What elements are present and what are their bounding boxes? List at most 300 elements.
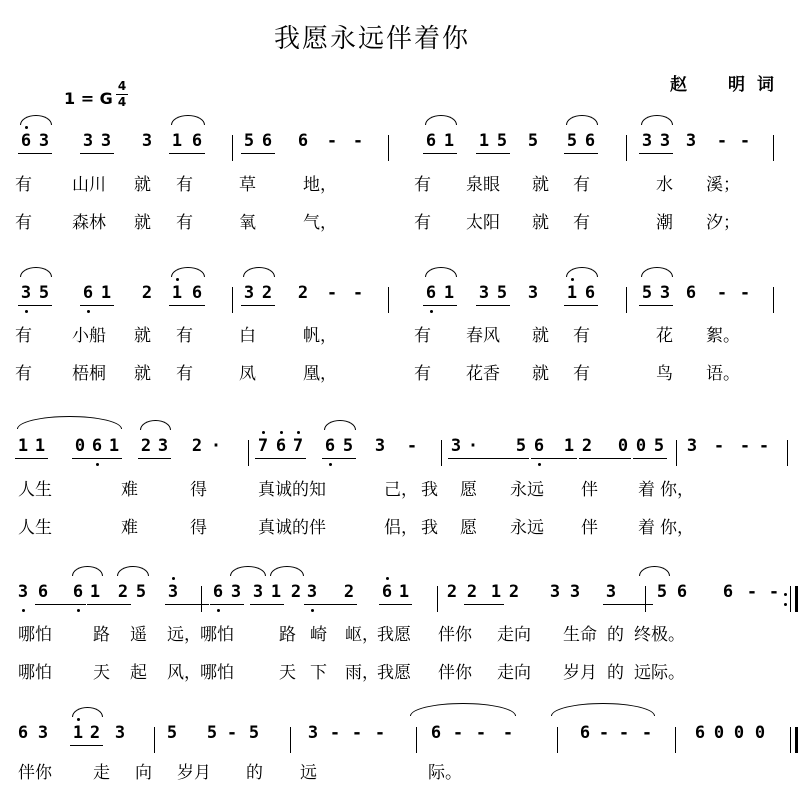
lyric-word: 远际。: [634, 663, 685, 683]
lyric-word: 梧桐: [72, 364, 106, 384]
lyric-word: 的: [246, 763, 263, 783]
slur-arc: [72, 707, 103, 717]
note: -: [406, 436, 418, 456]
note: -: [374, 723, 386, 743]
lyric-word: 的: [607, 663, 624, 683]
lyric-word: 远: [300, 763, 317, 783]
underline-beam: [304, 604, 357, 605]
note: 6: [579, 723, 591, 743]
barline: [790, 727, 791, 753]
note: 2: [141, 283, 153, 303]
slur-arc: [410, 703, 516, 716]
underline-beam: [241, 305, 275, 306]
note: 6: [261, 131, 273, 151]
underline-beam: [70, 745, 103, 746]
lyric-word: 永远: [510, 480, 544, 500]
note: 3: [37, 723, 49, 743]
underline-beam: [169, 153, 205, 154]
note: 1: [108, 436, 120, 456]
note: 3: [686, 436, 698, 456]
note: 6: [17, 723, 29, 743]
lyric-word: 路: [279, 625, 296, 645]
lyric-word: 有: [15, 213, 32, 233]
lyric-word: 帆，: [303, 326, 337, 346]
lyric-word: 人生: [18, 480, 52, 500]
note: 1: [490, 582, 502, 602]
underline-beam: [476, 153, 510, 154]
note: 2: [466, 582, 478, 602]
note: 3: [306, 582, 318, 602]
note: 0: [713, 723, 725, 743]
song-title: 我愿永远伴着你: [274, 24, 471, 54]
lyric-word: 际。: [428, 763, 462, 783]
slur-arc: [639, 566, 670, 576]
note: 1: [566, 283, 578, 303]
note: 1: [443, 283, 455, 303]
underline-beam: [423, 305, 457, 306]
underline-beam: [639, 305, 673, 306]
note: 3: [20, 283, 32, 303]
note: 1: [478, 131, 490, 151]
lyric-word: 我: [421, 480, 438, 500]
underline-beam: [448, 458, 529, 459]
lyric-word: 地，: [303, 175, 337, 195]
note: 3: [605, 582, 617, 602]
note: 1: [100, 283, 112, 303]
lyric-word: 氧: [239, 213, 256, 233]
barline: [232, 135, 233, 161]
note: 1: [89, 582, 101, 602]
note: 6: [297, 131, 309, 151]
lyric-word: 有: [573, 213, 590, 233]
note: -: [352, 131, 364, 151]
note: 3: [450, 436, 462, 456]
note: 5: [527, 131, 539, 151]
note: 1: [563, 436, 575, 456]
note: -: [351, 723, 363, 743]
lyric-word: 伴: [581, 480, 598, 500]
lyric-word: 小船: [72, 326, 106, 346]
underline-beam: [639, 153, 673, 154]
underline-beam: [464, 604, 504, 605]
note: 2: [508, 582, 520, 602]
lyric-word: 就: [532, 213, 549, 233]
note: 1: [171, 283, 183, 303]
barline: [388, 135, 389, 161]
underline-beam: [255, 458, 306, 459]
slur-arc: [20, 115, 52, 125]
lyric-word: 愿: [460, 480, 477, 500]
barline: [416, 727, 417, 753]
note: -: [768, 582, 780, 602]
octave-dot-above: [297, 431, 300, 434]
octave-dot-above: [571, 278, 574, 281]
note: 3: [167, 582, 179, 602]
lyric-word: 天: [93, 663, 110, 683]
time-signature-bottom: 4: [117, 95, 127, 109]
underline-beam: [80, 153, 114, 154]
note: 3: [659, 283, 671, 303]
lyric-word: 就: [134, 213, 151, 233]
octave-dot-below: [25, 310, 28, 313]
slur-arc: [641, 267, 673, 277]
note: 6: [381, 582, 393, 602]
note: 6: [430, 723, 442, 743]
note: -: [746, 582, 758, 602]
underline-beam: [18, 153, 52, 154]
lyric-word: 永远: [510, 518, 544, 538]
octave-dot-above: [25, 126, 28, 129]
note: 1: [398, 582, 410, 602]
note: 6: [584, 283, 596, 303]
lyric-word: 凰，: [303, 364, 337, 384]
lyric-word: 就: [134, 175, 151, 195]
note: 3: [38, 131, 50, 151]
note: -: [739, 283, 751, 303]
note: 2: [581, 436, 593, 456]
barline: [201, 586, 202, 612]
note: 3: [549, 582, 561, 602]
underline-beam: [35, 604, 86, 605]
lyric-word: 你，: [660, 480, 694, 500]
lyric-word: 我愿: [377, 663, 411, 683]
lyric-word: 我愿: [377, 625, 411, 645]
barline: [626, 287, 627, 313]
underline-beam: [633, 458, 667, 459]
slur-arc: [117, 566, 149, 576]
underline-beam: [564, 153, 598, 154]
slur-arc: [243, 267, 275, 277]
lyric-word: 花香: [466, 364, 500, 384]
final-barline: [795, 727, 798, 753]
note: 3: [685, 131, 697, 151]
note: 3: [82, 131, 94, 151]
lyric-word: 向: [135, 763, 152, 783]
note: 0: [754, 723, 766, 743]
time-signature: [116, 80, 128, 109]
slur-arc: [425, 267, 457, 277]
lyric-word: 天: [279, 663, 296, 683]
note: 6: [82, 283, 94, 303]
slur-arc: [72, 566, 103, 576]
note: -: [716, 131, 728, 151]
note: 7: [257, 436, 269, 456]
note: 1: [17, 436, 29, 456]
note: 5: [135, 582, 147, 602]
lyric-word: 有: [176, 364, 193, 384]
note: 2: [191, 436, 203, 456]
lyric-word: 遥: [130, 625, 147, 645]
octave-dot-below: [22, 609, 25, 612]
barline: [675, 727, 676, 753]
slur-arc: [171, 267, 205, 277]
lyric-word: 伴你: [18, 763, 52, 783]
lyric-word: 雨，: [345, 663, 379, 683]
note: 6: [584, 131, 596, 151]
note: -: [598, 723, 610, 743]
underline-beam: [322, 458, 356, 459]
note: -: [475, 723, 487, 743]
lyric-word: 侣，: [384, 518, 418, 538]
lyric-word: 有: [573, 175, 590, 195]
lyric-word: 远，: [167, 625, 201, 645]
octave-dot-below: [329, 463, 332, 466]
lyric-word: 起: [130, 663, 147, 683]
note: 1: [171, 131, 183, 151]
note: 6: [685, 283, 697, 303]
repeat-dot: [784, 593, 787, 596]
note: -: [502, 723, 514, 743]
lyric-word: 走向: [497, 625, 531, 645]
note: 3: [141, 131, 153, 151]
note: 0: [617, 436, 629, 456]
repeat-dot: [784, 603, 787, 606]
lyric-word: 有: [414, 175, 431, 195]
note: 3: [243, 283, 255, 303]
octave-dot-above: [280, 431, 283, 434]
octave-dot-above: [262, 431, 265, 434]
note: 1: [270, 582, 282, 602]
lyric-word: 你，: [660, 518, 694, 538]
lyric-word: 花: [656, 326, 673, 346]
barline: [645, 586, 646, 612]
lyric-word: 人生: [18, 518, 52, 538]
note: 2: [446, 582, 458, 602]
note: 5: [496, 131, 508, 151]
lyric-word: 终极。: [634, 625, 685, 645]
underline-beam: [423, 153, 457, 154]
final-barline: [795, 586, 798, 612]
lyric-word: 有: [176, 175, 193, 195]
lyric-word: 气，: [303, 213, 337, 233]
lyric-word: 白: [239, 326, 256, 346]
lyric-word: 伴你: [438, 663, 472, 683]
lyric-word: 絮。: [706, 326, 740, 346]
underline-beam: [80, 305, 114, 306]
slur-arc: [566, 267, 598, 277]
slur-arc: [140, 420, 171, 430]
barline: [388, 287, 389, 313]
note: 3: [100, 131, 112, 151]
note: 5: [166, 723, 178, 743]
lyric-word: 哪怕: [200, 625, 234, 645]
note: -: [226, 723, 238, 743]
note: 3: [157, 436, 169, 456]
lyric-word: 草: [239, 175, 256, 195]
note: 3: [114, 723, 126, 743]
note: 5: [342, 436, 354, 456]
lyric-word: 有: [15, 364, 32, 384]
lyric-word: 森林: [72, 213, 106, 233]
underline-beam: [241, 153, 275, 154]
lyric-word: 岁月: [563, 663, 597, 683]
note: 3: [641, 131, 653, 151]
lyric-word: 难: [121, 518, 138, 538]
slur-arc: [230, 566, 266, 576]
note: 3: [252, 582, 264, 602]
note: 6: [20, 131, 32, 151]
octave-dot-above: [176, 278, 179, 281]
underline-beam: [564, 305, 598, 306]
lyric-word: 语。: [706, 364, 740, 384]
underline-beam: [87, 604, 131, 605]
lyric-word: 汐；: [706, 213, 740, 233]
note: 3: [478, 283, 490, 303]
lyric-word: 伴: [581, 518, 598, 538]
lyric-word: 我: [421, 518, 438, 538]
lyric-word: 己，: [384, 480, 418, 500]
lyricist-credit: 赵 明词: [670, 75, 786, 95]
lyric-word: 崎: [310, 625, 327, 645]
underline-beam: [379, 604, 412, 605]
note: 0: [635, 436, 647, 456]
slur-arc: [551, 703, 655, 716]
note: 5: [653, 436, 665, 456]
lyric-word: 有: [414, 326, 431, 346]
lyric-word: 有: [573, 364, 590, 384]
slur-arc: [641, 115, 673, 125]
lyric-word: 春风: [466, 326, 500, 346]
barline: [773, 135, 774, 161]
slur-arc: [20, 267, 52, 277]
lyric-word: 哪怕: [200, 663, 234, 683]
note: 2: [343, 582, 355, 602]
note: 2: [140, 436, 152, 456]
octave-dot-below: [538, 463, 541, 466]
barline: [232, 287, 233, 313]
note: ·: [210, 436, 222, 456]
note: 2: [261, 283, 273, 303]
barline: [626, 135, 627, 161]
lyric-word: 着: [638, 518, 655, 538]
octave-dot-below: [77, 609, 80, 612]
note: 3: [659, 131, 671, 151]
lyric-word: 就: [532, 326, 549, 346]
note: ·: [467, 436, 479, 456]
key-signature: 1 = G: [64, 89, 113, 108]
lyric-word: 就: [532, 364, 549, 384]
lyric-word: 就: [532, 175, 549, 195]
slur-arc: [171, 115, 205, 125]
note: 1: [34, 436, 46, 456]
slur-arc: [324, 420, 356, 430]
lyric-word: 有: [15, 175, 32, 195]
note: 5: [206, 723, 218, 743]
note: -: [618, 723, 630, 743]
underline-beam: [15, 458, 48, 459]
lyric-word: 得: [190, 480, 207, 500]
note: -: [326, 131, 338, 151]
lyric-word: 有: [573, 326, 590, 346]
note: 5: [243, 131, 255, 151]
note: 6: [37, 582, 49, 602]
barline: [787, 440, 788, 466]
octave-dot-above: [77, 718, 80, 721]
lyric-word: 岁月: [177, 763, 211, 783]
slur-arc: [270, 566, 304, 576]
underline-beam: [476, 305, 510, 306]
note: 1: [443, 131, 455, 151]
note: -: [326, 283, 338, 303]
lyric-word: 真诚的知: [258, 480, 326, 500]
time-signature-top: 4: [117, 79, 127, 93]
note: 6: [72, 582, 84, 602]
octave-dot-below: [217, 609, 220, 612]
note: 6: [275, 436, 287, 456]
lyric-word: 风，: [167, 663, 201, 683]
barline: [248, 440, 249, 466]
note: 5: [566, 131, 578, 151]
note: -: [716, 283, 728, 303]
lyric-word: 有: [176, 326, 193, 346]
note: 2: [290, 582, 302, 602]
note: 0: [733, 723, 745, 743]
note: 6: [425, 283, 437, 303]
note: 5: [641, 283, 653, 303]
octave-dot-above: [386, 577, 389, 580]
lyric-word: 的: [607, 625, 624, 645]
note: 6: [91, 436, 103, 456]
note: 3: [374, 436, 386, 456]
lyric-word: 溪；: [706, 175, 740, 195]
lyric-word: 泉眼: [466, 175, 500, 195]
note: 3: [307, 723, 319, 743]
note: 5: [656, 582, 668, 602]
note: 2: [89, 723, 101, 743]
slur-arc: [566, 115, 598, 125]
underline-beam: [169, 305, 205, 306]
lyric-word: 真诚的伴: [258, 518, 326, 538]
barline: [773, 287, 774, 313]
barline: [437, 586, 438, 612]
barline: [557, 727, 558, 753]
note: 2: [297, 283, 309, 303]
note: -: [452, 723, 464, 743]
lyric-word: 着: [638, 480, 655, 500]
lyric-word: 就: [134, 326, 151, 346]
lyric-word: 有: [414, 213, 431, 233]
note: 3: [569, 582, 581, 602]
lyric-word: 走: [93, 763, 110, 783]
note: -: [758, 436, 770, 456]
lyric-word: 岖，: [345, 625, 379, 645]
note: 6: [324, 436, 336, 456]
note: 6: [212, 582, 224, 602]
lyric-word: 哪怕: [18, 625, 52, 645]
lyric-word: 愿: [460, 518, 477, 538]
note: 6: [191, 131, 203, 151]
underline-beam: [72, 458, 122, 459]
note: 6: [533, 436, 545, 456]
lyric-word: 路: [93, 625, 110, 645]
underline-beam: [250, 604, 284, 605]
lyric-word: 有: [15, 326, 32, 346]
barline: [790, 586, 791, 612]
note: 6: [425, 131, 437, 151]
barline: [154, 727, 155, 753]
barline: [441, 440, 442, 466]
note: 6: [694, 723, 706, 743]
note: -: [739, 131, 751, 151]
lyric-word: 水: [656, 175, 673, 195]
lyric-word: 下: [310, 663, 327, 683]
lyric-word: 有: [414, 364, 431, 384]
note: 3: [17, 582, 29, 602]
lyric-word: 走向: [497, 663, 531, 683]
octave-dot-below: [96, 463, 99, 466]
lyric-word: 哪怕: [18, 663, 52, 683]
octave-dot-above: [172, 577, 175, 580]
